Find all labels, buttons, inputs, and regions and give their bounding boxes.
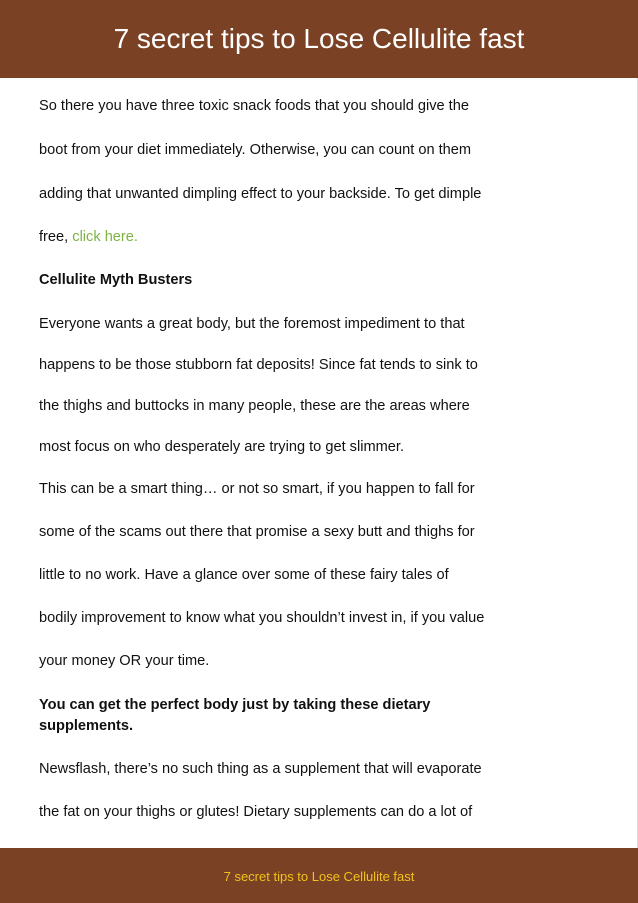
text-line: most focus on who desperately are trying to get slimmer. [39,439,405,455]
text-line: the fat on your thighs or glutes! Dietary supplements can do a lot of [39,804,473,820]
click-here-link[interactable]: click here. [72,229,138,245]
footer-title: 7 secret tips to Lose Cellulite fast [223,869,415,884]
section-heading-supplements-cont: supplements. [39,718,134,734]
page-footer [0,848,638,903]
text-line: Newsflash, there’s no such thing as a supplement that will evaporate [39,761,482,777]
text-line: your money OR your time. [39,653,210,669]
section-heading-supplements: You can get the perfect body just by taking these dietary [39,697,431,713]
text-line: bodily improvement to know what you shouldn’t invest in, if you value [39,610,485,626]
text-line: the thighs and buttocks in many people, these are the areas where [39,398,470,414]
page-header [0,0,638,78]
text-line: adding that unwanted dimpling effect to your backside. To get dimple [39,186,482,202]
text-line: some of the scams out there that promise a sexy butt and thighs for [39,524,475,540]
text-fragment: free, [39,229,73,245]
text-line: happens to be those stubborn fat deposits! Since fat tends to sink to [39,357,478,373]
text-line: Everyone wants a great body, but the foremost impediment to that [39,316,465,332]
text-line: So there you have three toxic snack foods that you should give the [39,98,469,114]
text-line-with-link [39,227,138,247]
section-heading-myth-busters: Cellulite Myth Busters [39,272,193,288]
text-line: This can be a smart thing… or not so smart, if you happen to fall for [39,481,475,497]
text-line: boot from your diet immediately. Otherwise, you can count on them [39,142,472,158]
text-line: little to no work. Have a glance over some of these fairy tales of [39,567,449,583]
header-title: 7 secret tips to Lose Cellulite fast [113,23,525,54]
